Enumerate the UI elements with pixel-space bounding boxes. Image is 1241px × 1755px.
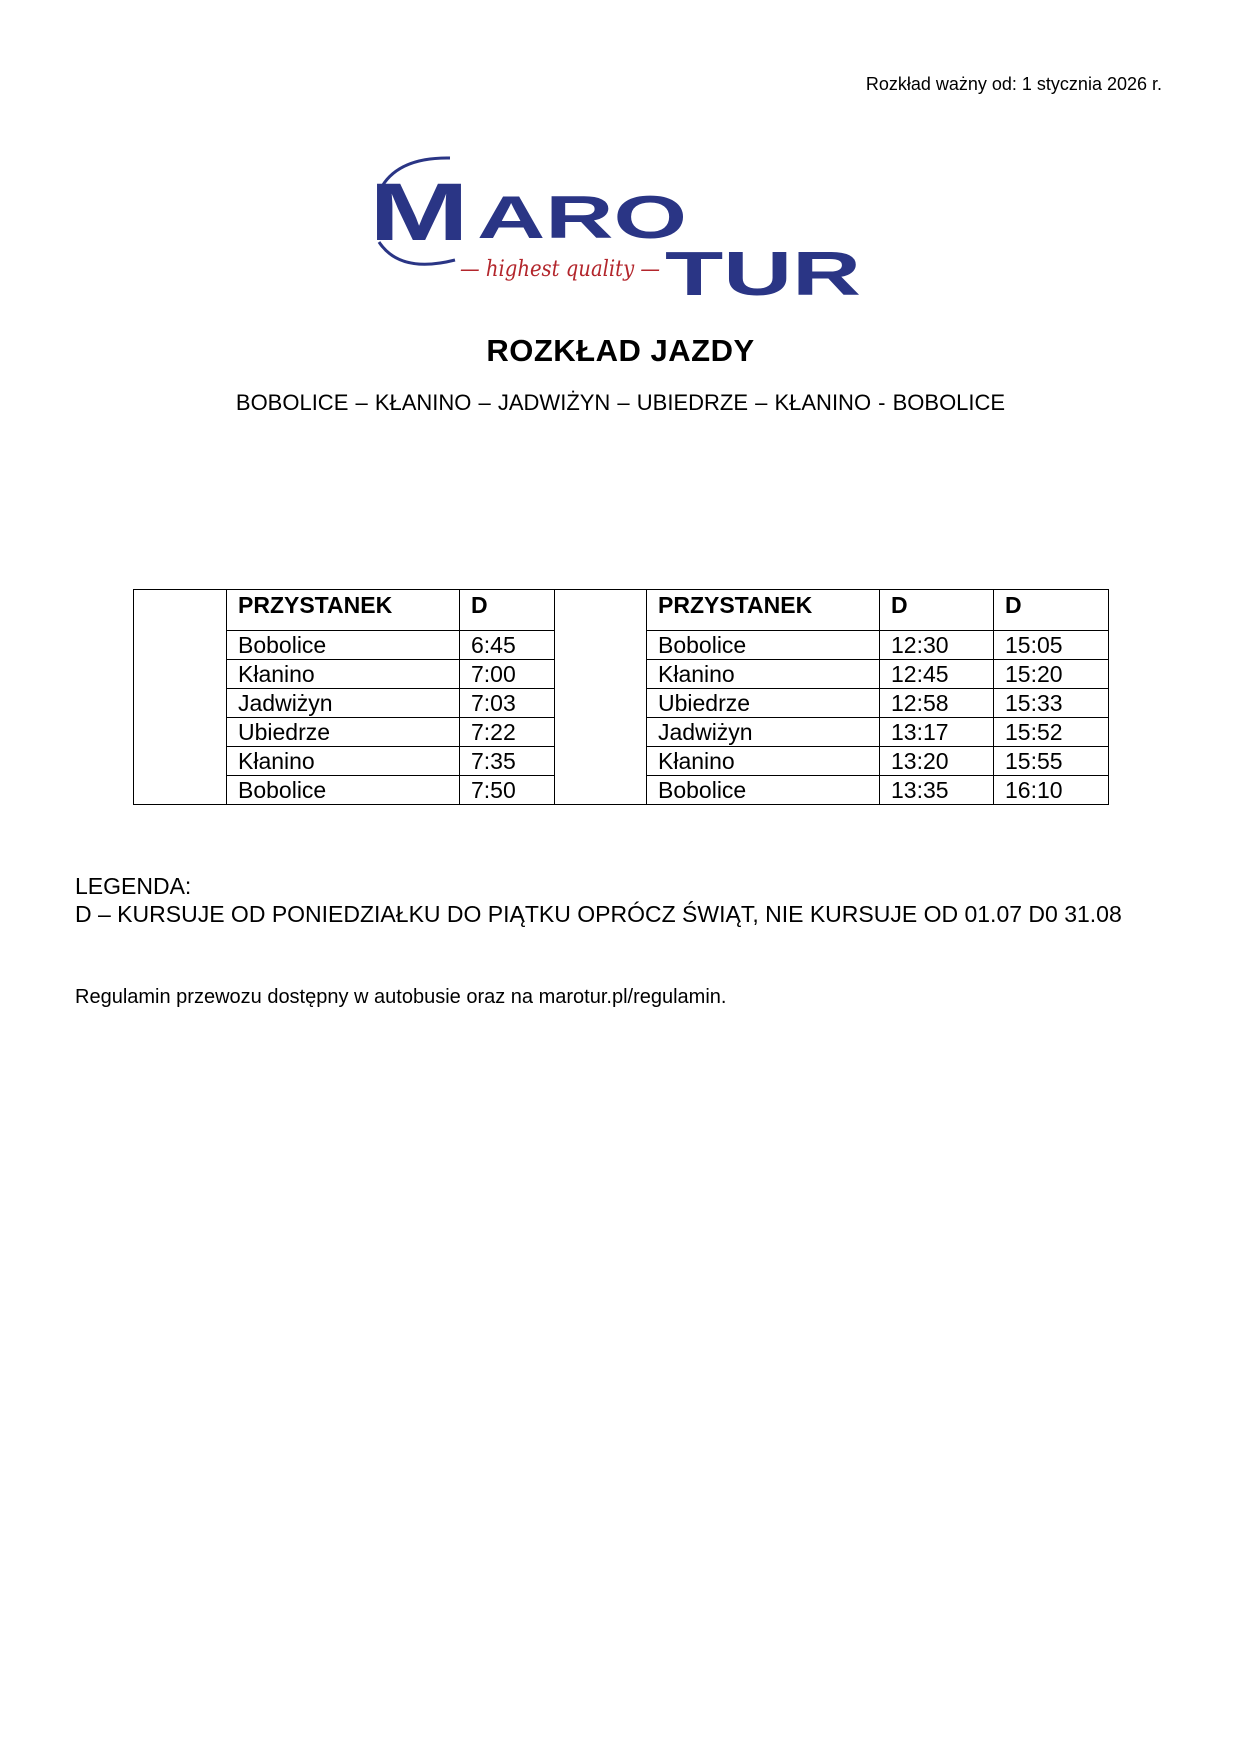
time-right-1: 13:17 <box>880 718 994 747</box>
marotur-logo <box>365 152 875 302</box>
stop-right: Bobolice <box>647 776 880 805</box>
time-right-1: 13:20 <box>880 747 994 776</box>
stop-left: Kłanino <box>227 747 460 776</box>
header-stop-left: PRZYSTANEK <box>227 590 460 631</box>
time-right-1: 12:58 <box>880 689 994 718</box>
table-left-margin <box>134 590 227 805</box>
stop-left: Ubiedrze <box>227 718 460 747</box>
route-description: BOBOLICE – KŁANINO – JADWIŻYN – UBIEDRZE – KŁANINO - BOBOLICE <box>235 390 1006 415</box>
logo-graphic <box>365 152 875 302</box>
stop-left: Bobolice <box>227 631 460 660</box>
regulamin-note: Regulamin przewozu dostępny w autobusie oraz na marotur.pl/regulamin. <box>75 986 727 1008</box>
time-right-2: 15:05 <box>994 631 1109 660</box>
time-left: 7:03 <box>460 689 555 718</box>
logo-word-aro: ARO <box>477 184 687 251</box>
stop-left: Jadwiżyn <box>227 689 460 718</box>
header-d-right-1: D <box>880 590 994 631</box>
time-right-2: 15:55 <box>994 747 1109 776</box>
time-left: 6:45 <box>460 631 555 660</box>
table-gap <box>555 590 647 805</box>
header-d-left: D <box>460 590 555 631</box>
page-title: ROZKŁAD JAZDY <box>486 333 755 368</box>
timetable <box>133 589 1109 805</box>
time-left: 7:35 <box>460 747 555 776</box>
stop-right: Jadwiżyn <box>647 718 880 747</box>
stop-right: Kłanino <box>647 660 880 689</box>
time-right-2: 15:20 <box>994 660 1109 689</box>
time-right-2: 16:10 <box>994 776 1109 805</box>
time-right-1: 12:30 <box>880 631 994 660</box>
stop-left: Bobolice <box>227 776 460 805</box>
stop-right: Ubiedrze <box>647 689 880 718</box>
time-right-2: 15:52 <box>994 718 1109 747</box>
logo-word-tur: TUR <box>665 240 861 302</box>
time-left: 7:00 <box>460 660 555 689</box>
table-header-row <box>134 590 1109 631</box>
valid-from-date: Rozkład ważny od: 1 stycznia 2026 r. <box>865 74 1162 94</box>
legend-d-description: D – KURSUJE OD PONIEDZIAŁKU DO PIĄTKU OPRÓCZ ŚWIĄT, NIE KURSUJE OD 01.07 D0 31.08 <box>75 901 1122 927</box>
time-right-2: 15:33 <box>994 689 1109 718</box>
header-d-right-2: D <box>994 590 1109 631</box>
logo-tagline: — highest quality — <box>460 257 660 282</box>
time-right-1: 12:45 <box>880 660 994 689</box>
legend-title: LEGENDA: <box>75 873 192 899</box>
header-stop-right: PRZYSTANEK <box>647 590 880 631</box>
time-left: 7:22 <box>460 718 555 747</box>
stop-right: Bobolice <box>647 631 880 660</box>
time-right-1: 13:35 <box>880 776 994 805</box>
stop-right: Kłanino <box>647 747 880 776</box>
time-left: 7:50 <box>460 776 555 805</box>
stop-left: Kłanino <box>227 660 460 689</box>
logo-letter-m: M <box>369 167 469 258</box>
